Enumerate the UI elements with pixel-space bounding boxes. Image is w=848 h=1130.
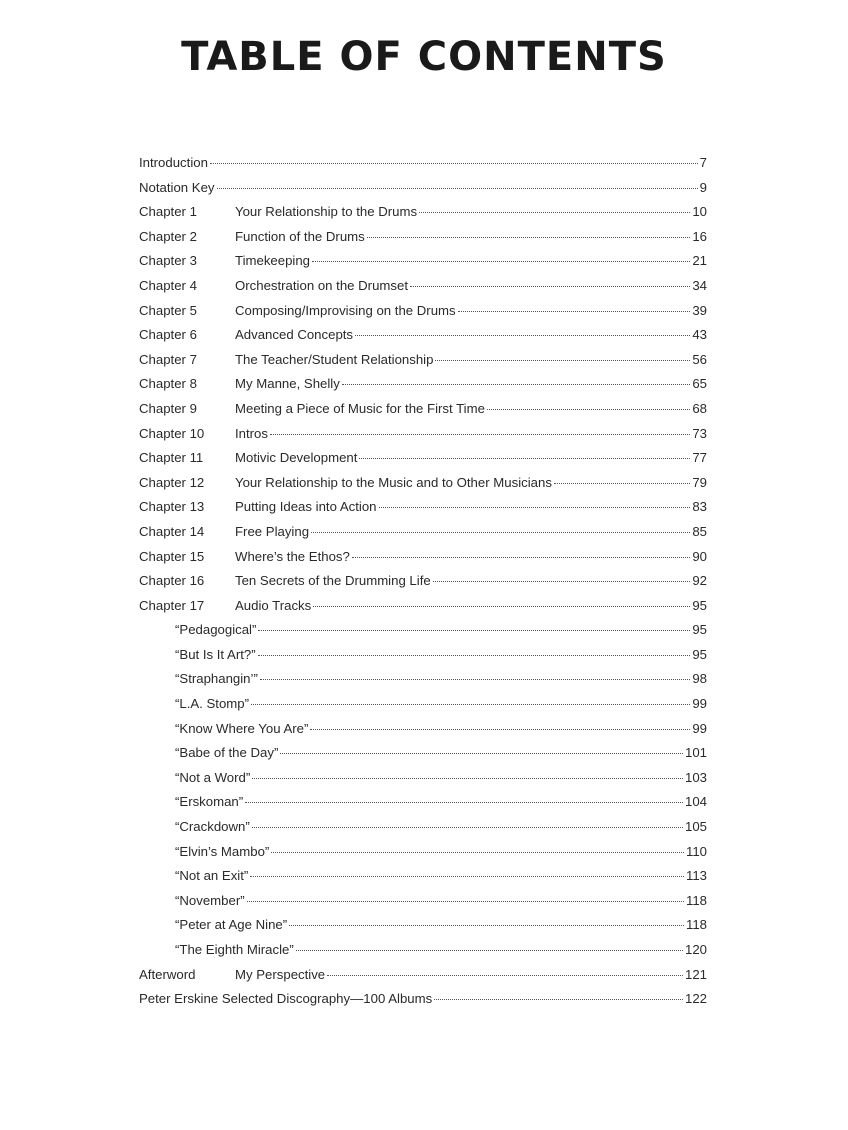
chapter-title: Your Relationship to the Music and to Other Musicians	[235, 474, 552, 490]
track-title: “Pedagogical”	[175, 622, 257, 638]
dot-leader	[310, 729, 690, 730]
toc-entry-chapter	[139, 545, 707, 570]
toc-entry-track	[139, 618, 707, 643]
track-page: 99	[692, 720, 707, 736]
track-page: 118	[685, 892, 707, 908]
track-title: “Crackdown”	[175, 819, 250, 835]
chapter-page: 92	[692, 573, 707, 589]
track-page: 99	[692, 696, 707, 712]
chapter-title: Putting Ideas into Action	[235, 499, 377, 515]
chapter-number: Chapter 9	[139, 400, 197, 416]
chapter-title: Timekeeping	[235, 253, 311, 269]
dot-leader	[435, 360, 690, 361]
chapter-number: Chapter 2	[139, 228, 197, 244]
dot-leader	[433, 581, 691, 582]
discography-page: 122	[684, 991, 707, 1007]
toc-entry-introduction	[139, 151, 707, 176]
chapter-number: Chapter 7	[139, 351, 197, 367]
chapter-page: 95	[692, 597, 707, 613]
dot-leader	[554, 483, 690, 484]
chapter-number: Chapter 16	[139, 573, 205, 589]
chapter-page: 21	[692, 253, 707, 269]
dot-leader	[289, 925, 684, 926]
dot-leader	[312, 261, 690, 262]
track-page: 118	[685, 917, 707, 933]
dot-leader	[210, 163, 698, 164]
chapter-page: 39	[692, 302, 707, 318]
toc-entry-chapter	[139, 422, 707, 447]
track-page: 120	[684, 942, 707, 957]
chapter-number: Chapter 3	[139, 253, 197, 269]
toc-entry-track	[139, 913, 707, 938]
chapter-page: 90	[692, 548, 707, 564]
dot-leader	[258, 630, 690, 631]
track-title: “Erskoman”	[175, 794, 244, 810]
dot-leader	[258, 655, 691, 656]
track-page: 113	[685, 868, 707, 884]
chapter-page: 16	[692, 228, 707, 244]
toc-entry-chapter	[139, 274, 707, 299]
toc-entry-track	[139, 938, 707, 963]
dot-leader	[252, 827, 683, 828]
chapter-title: Your Relationship to the Drums	[235, 204, 418, 220]
afterword-label: Afterword	[139, 966, 196, 982]
chapter-title: Meeting a Piece of Music for the First Time	[235, 400, 485, 416]
toc-entry-chapter	[139, 495, 707, 520]
toc-entry-chapter	[139, 299, 707, 324]
track-page: 101	[684, 745, 707, 761]
page-title: TABLE OF CONTENTS	[181, 34, 667, 80]
toc-entry-chapter	[139, 446, 707, 471]
track-title: “Straphangin’”	[175, 671, 258, 687]
track-title: “Not a Word”	[175, 769, 251, 785]
chapter-title: Motivic Development	[235, 450, 358, 466]
track-title: “November”	[175, 892, 245, 908]
dot-leader	[419, 212, 690, 213]
track-page: 103	[684, 769, 707, 785]
chapter-number: Chapter 14	[139, 523, 205, 539]
dot-leader	[313, 606, 690, 607]
toc-entry-chapter	[139, 225, 707, 250]
track-title: “Elvin’s Mambo”	[175, 843, 270, 859]
toc-entry-track	[139, 741, 707, 766]
toc-entry-title: Introduction	[139, 155, 208, 170]
chapter-number: Chapter 6	[139, 327, 197, 343]
dot-leader	[327, 975, 683, 976]
dot-leader	[217, 188, 698, 189]
toc-entry-chapter	[139, 200, 707, 225]
toc-entry-chapter	[139, 569, 707, 594]
dot-leader	[270, 434, 690, 435]
chapter-page: 77	[692, 450, 707, 466]
chapter-page: 56	[692, 351, 707, 367]
dot-leader	[271, 852, 684, 853]
discography-title: Peter Erskine Selected Discography—100 Albums	[139, 991, 433, 1007]
chapter-title: Audio Tracks	[235, 597, 312, 613]
dot-leader	[367, 237, 691, 238]
toc-entry-chapter	[139, 471, 707, 496]
track-page: 104	[684, 794, 707, 810]
toc-entry-chapter	[139, 397, 707, 422]
track-title: “Babe of the Day”	[175, 745, 279, 761]
track-title: “Know Where You Are”	[175, 720, 309, 736]
track-page: 95	[692, 622, 707, 638]
toc-entry-discography	[139, 987, 707, 1012]
track-page: 105	[684, 819, 707, 835]
dot-leader	[359, 458, 690, 459]
track-title: “Not an Exit”	[175, 868, 249, 884]
chapter-page: 79	[692, 474, 707, 490]
dot-leader	[252, 778, 683, 779]
chapter-page: 34	[692, 277, 707, 293]
chapter-page: 83	[692, 499, 707, 515]
chapter-title: Where’s the Ethos?	[235, 548, 350, 564]
chapter-page: 73	[692, 425, 707, 441]
dot-leader	[458, 311, 691, 312]
chapter-title: My Manne, Shelly	[235, 376, 340, 392]
dot-leader	[410, 286, 690, 287]
dot-leader	[434, 999, 683, 1000]
dot-leader	[251, 704, 690, 705]
chapter-number: Chapter 10	[139, 425, 205, 441]
toc-entry-track	[139, 889, 707, 914]
chapter-title: Intros	[235, 425, 268, 441]
afterword-page: 121	[684, 966, 707, 982]
chapter-number: Chapter 8	[139, 376, 197, 392]
chapter-title: Free Playing	[235, 523, 310, 539]
dot-leader	[260, 679, 690, 680]
chapter-number: Chapter 1	[139, 204, 197, 220]
dot-leader	[342, 384, 691, 385]
dot-leader	[247, 901, 684, 902]
toc-entry-chapter	[139, 520, 707, 545]
toc-entry-track	[139, 766, 707, 791]
chapter-title: Ten Secrets of the Drumming Life	[235, 573, 431, 589]
afterword-title: My Perspective	[235, 966, 326, 982]
chapter-number: Chapter 15	[139, 548, 205, 564]
toc-entry-track	[139, 840, 707, 865]
track-page: 95	[692, 646, 707, 662]
dot-leader	[311, 532, 690, 533]
toc-entry-track	[139, 717, 707, 742]
chapter-title: Function of the Drums	[235, 228, 365, 244]
dot-leader	[352, 557, 690, 558]
chapter-page: 10	[692, 204, 707, 220]
toc-entry-chapter	[139, 249, 707, 274]
toc-entry-chapter	[139, 323, 707, 348]
dot-leader	[280, 753, 683, 754]
chapter-title: Orchestration on the Drumset	[235, 277, 408, 293]
track-title: “But Is It Art?”	[175, 646, 256, 662]
toc-entry-chapter	[139, 372, 707, 397]
chapter-number: Chapter 4	[139, 277, 197, 293]
dot-leader	[379, 507, 691, 508]
toc-entry-track	[139, 815, 707, 840]
toc-entry-notation-key	[139, 176, 707, 201]
toc-entry-chapter	[139, 348, 707, 373]
table-of-contents	[139, 151, 707, 1012]
track-page: 98	[692, 671, 707, 687]
chapter-page: 68	[692, 400, 707, 416]
chapter-number: Chapter 11	[139, 450, 204, 466]
dot-leader	[296, 950, 683, 951]
toc-entry-track	[139, 667, 707, 692]
toc-entry-page: 9	[699, 179, 707, 195]
toc-entry-chapter	[139, 594, 707, 619]
chapter-number: Chapter 5	[139, 302, 197, 318]
track-title: “L.A. Stomp”	[175, 696, 250, 712]
dot-leader	[250, 876, 684, 877]
dot-leader	[355, 335, 690, 336]
chapter-number: Chapter 13	[139, 499, 205, 515]
chapter-number: Chapter 12	[139, 474, 205, 490]
chapter-title: Composing/Improvising on the Drums	[235, 302, 456, 318]
toc-entry-afterword	[139, 963, 707, 988]
toc-entry-track	[139, 790, 707, 815]
toc-entry-track	[139, 692, 707, 717]
toc-entry-track	[139, 643, 707, 668]
track-title: “Peter at Age Nine”	[175, 917, 288, 933]
toc-entry-page: 7	[699, 155, 707, 170]
track-title: “The Eighth Miracle”	[175, 942, 294, 957]
toc-entry-title: Notation Key	[139, 179, 215, 195]
chapter-number: Chapter 17	[139, 597, 205, 613]
toc-entry-track	[139, 864, 707, 889]
dot-leader	[487, 409, 690, 410]
dot-leader	[245, 802, 683, 803]
chapter-title: The Teacher/Student Relationship	[235, 351, 434, 367]
chapter-title: Advanced Concepts	[235, 327, 354, 343]
chapter-page: 85	[692, 523, 707, 539]
track-page: 110	[685, 843, 707, 859]
chapter-page: 43	[692, 327, 707, 343]
chapter-page: 65	[692, 376, 707, 392]
